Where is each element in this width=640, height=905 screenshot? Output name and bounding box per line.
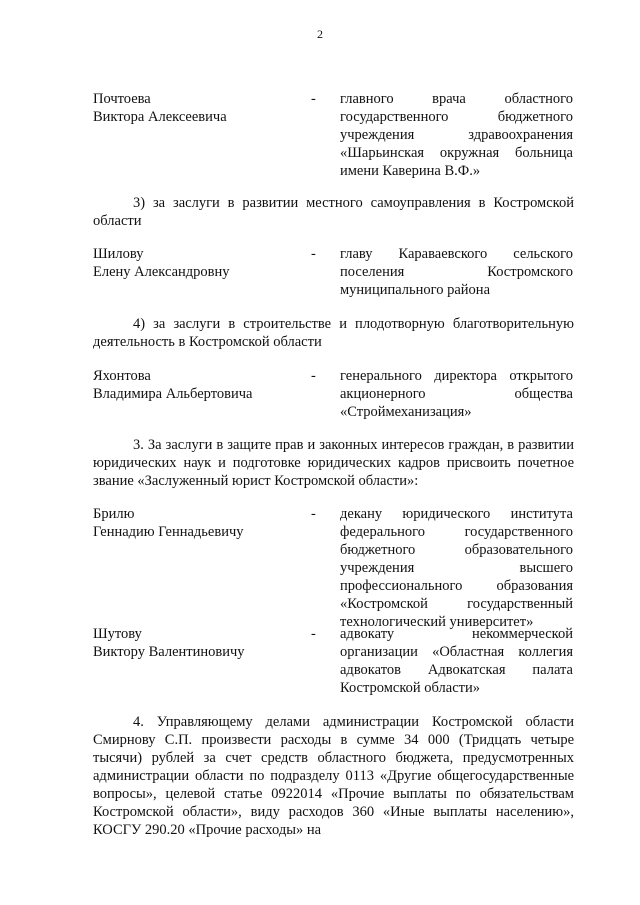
recipient-name	[93, 367, 313, 403]
recipient-position: главу Караваевского сельского поселения Костромского муниципального района	[340, 246, 573, 298]
recipient-name	[93, 245, 313, 281]
recipient-given-names: Елену Александровну	[93, 264, 230, 280]
recipient-name	[93, 505, 313, 541]
dash-separator: -	[311, 626, 316, 642]
recipient-position: генерального директора открытого акционерного общества «Строймеханизация»	[340, 368, 573, 420]
page-number: 2	[317, 27, 323, 41]
paragraph-local-government: 3) за заслуги в развитии местного самоуправления в Костромской области	[93, 195, 574, 229]
recipient-surname: Брилю	[93, 506, 135, 522]
paragraph-construction-charity: 4) за заслуги в строительстве и плодотворную благотворительную деятельность в Костромской области	[93, 316, 574, 350]
recipient-surname: Почтоева	[93, 91, 151, 107]
recipient-position: главного врача областного государственного бюджетного учреждения здравоохранения «Шарьинская окружная больница имени Каверина В.Ф.»	[340, 91, 573, 179]
recipient-given-names: Виктору Валентиновичу	[93, 644, 245, 660]
recipient-name	[93, 625, 313, 661]
recipient-position: декану юридического института федерального государственного бюджетного образовательного учреждения высшего профессионального образования «Костромской государственный технологический университет»	[340, 506, 573, 630]
dash-separator: -	[311, 91, 316, 107]
recipient-given-names: Владимира Альбертовича	[93, 386, 253, 402]
paragraph-honored-lawyer: 3. За заслуги в защите прав и законных интересов граждан, в развитии юридических наук и подготовке юридических кадров присвоить почетное звание «Заслуженный юрист Костромской области»:	[93, 437, 574, 489]
recipient-surname: Яхонтова	[93, 368, 151, 384]
recipient-surname: Шутову	[93, 626, 142, 642]
recipient-name	[93, 90, 313, 126]
dash-separator: -	[311, 368, 316, 384]
paragraph-expenses: 4. Управляющему делами администрации Костромской области Смирнову С.П. произвести расходы в сумме 34 000 (Тридцать четыре тысячи) рублей за счет средств областного бюджета, предусмотренных администрации области по подразделу 0113 «Другие общегосударственные вопросы», целевой статье 0922014 «Прочие выплаты по обязательствам Костромской области», виду расходов 360 «Иные выплаты населению», КОСГУ 290.20 «Прочие расходы» на	[93, 714, 574, 838]
recipient-given-names: Виктора Алексеевича	[93, 109, 227, 125]
dash-separator: -	[311, 506, 316, 522]
dash-separator: -	[311, 246, 316, 262]
recipient-position: адвокату некоммерческой организации «Областная коллегия адвокатов Адвокатская палата Костромской области»	[340, 626, 573, 696]
recipient-surname: Шилову	[93, 246, 144, 262]
recipient-given-names: Геннадию Геннадьевичу	[93, 524, 244, 540]
